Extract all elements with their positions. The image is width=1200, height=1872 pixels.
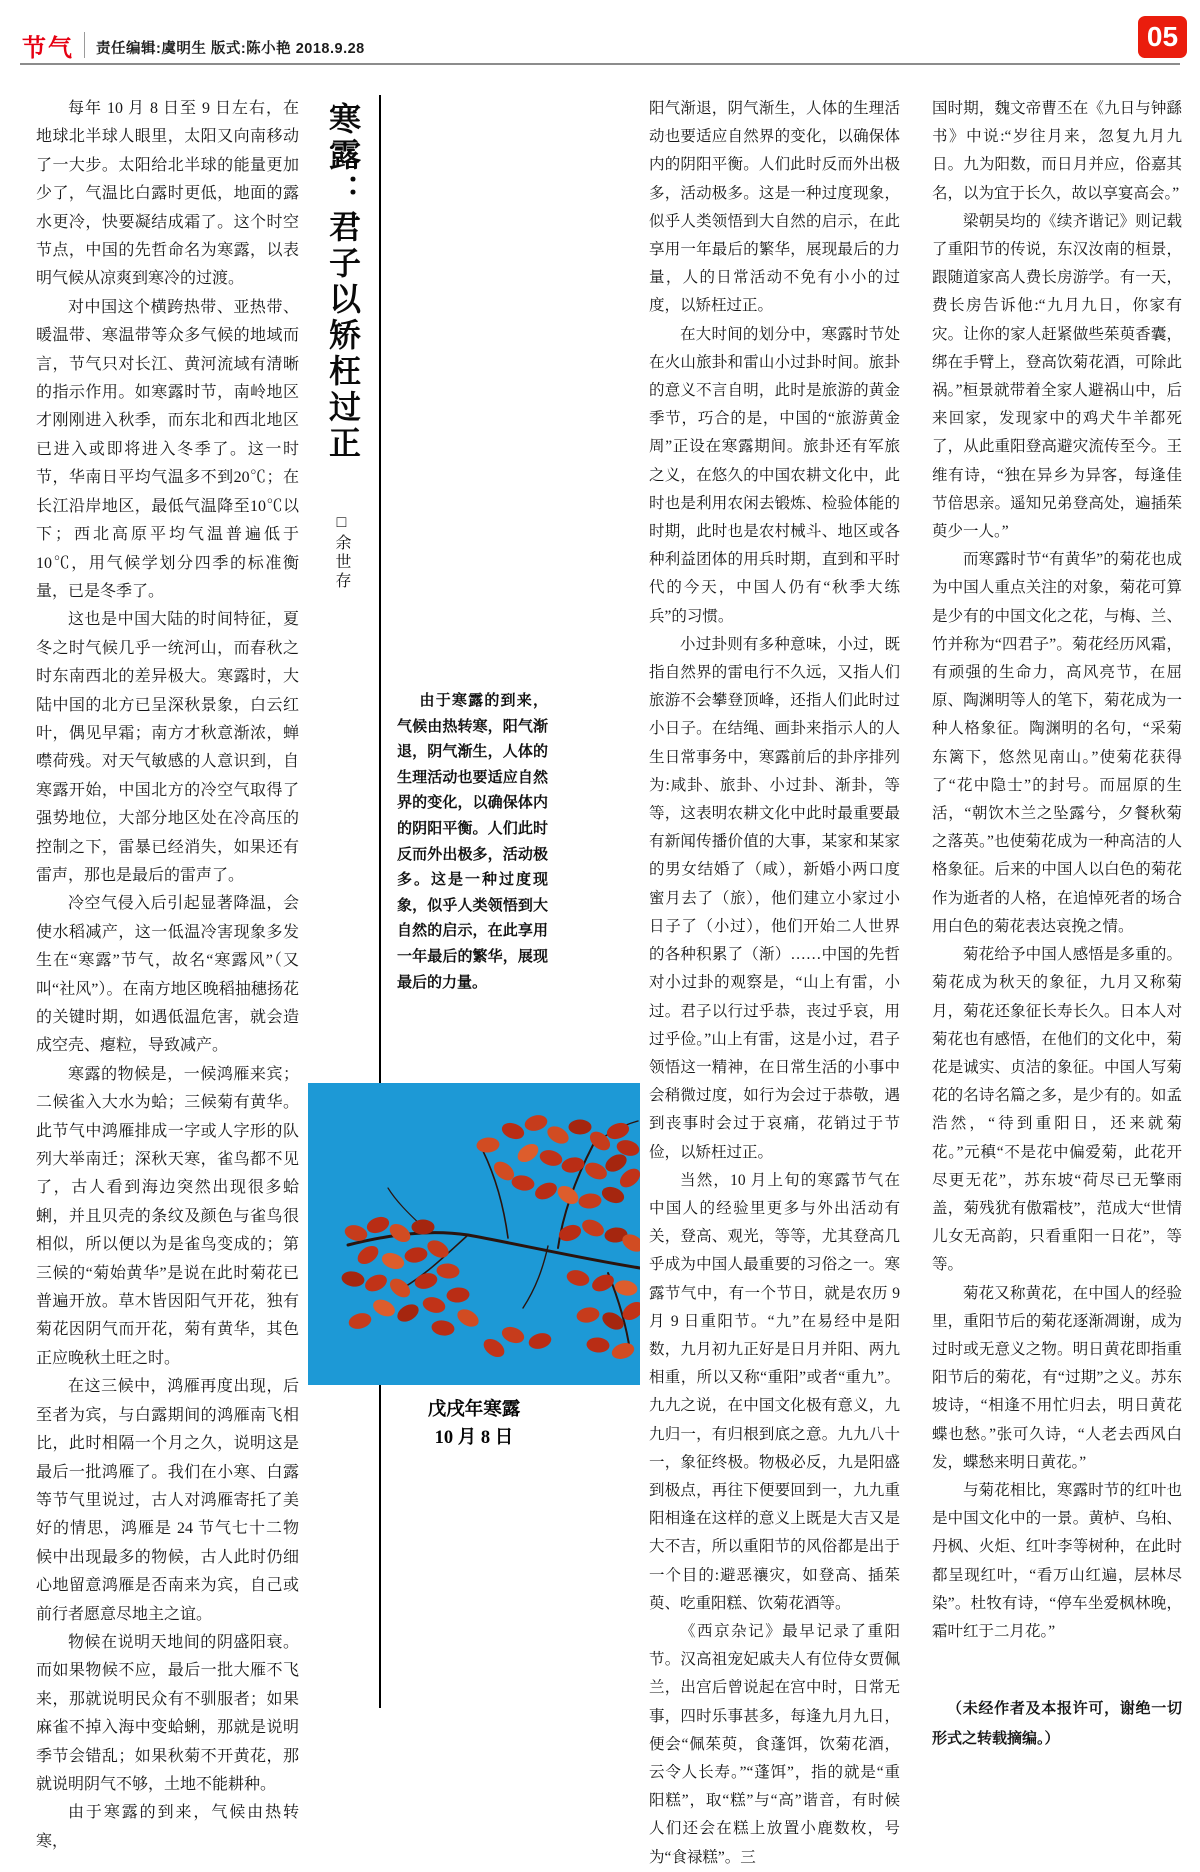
paragraph: 在大时间的划分中，寒露时节处在火山旅卦和雷山小过卦时间。旅卦的意义不言自明，此时是旅游的黄金季节，巧合的是，中国的“旅游黄金周”正设在寒露期间。旅卦还有军旅之义，在悠久的中国农耕文化中，此时也是利用农闲去锻炼、检验体能的时期，此时也是农村械斗、地区或各种利益团体的用兵时期，直到和平时代的今天，中国人仍有“秋季大练兵”的习惯。 [649,325,900,625]
photo-red-leaves [308,1083,640,1385]
section-title: 节气 [22,35,74,62]
paragraph: 在这三候中，鸿雁再度出现，后至者为宾，与白露期间的鸿雁南飞相比，此时相隔一个月之久，说明这是最后一批鸿雁了。我们在小寒、白露等节气里说过，古人对鸿雁寄托了美好的情思，鸿雁是 24 节气七十二物候中出现最多的物候，古人此时仍细心地留意鸿雁是否南来为宾，自己或前行者愿意尽地主之谊。 [36,1378,299,1623]
page-number-badge: 05 [1138,16,1187,58]
photo-caption-line1: 戊戌年寒露 [427,1400,521,1420]
paragraph: 《西京杂记》最早记录了重阳节。汉高祖宠妃戚夫人有位侍女贾佩兰，出宫后曾说起在宫中时，日常无事，四时乐事甚多，每逢九月九日，便会“佩茱萸，食蓬饵，饮菊花酒，云令人长寿。”“蓬饵”，指的就是“重阳糕”，取“糕”与“高”谐音，有时候人们还会在糕上放置小鹿数枚，号为“食禄糕”。三 [649,1622,900,1866]
paragraph: 小过卦则有多种意味，小过，既指自然界的雷电行不久远，又指人们旅游不会攀登顶峰，还指人们此时过小日子。在结绳、画卦来指示人的人生日常事务中，寒露前后的卦序排列为:咸卦、旅卦、小过卦、渐卦，等等，这表明农耕文化中此时最重要最有新闻传播价值的大事，某家和某家的男女结婚了（咸），新婚小两口度蜜月去了（旅），他们建立小家过小日子了（小过），他们开始二人世界的各种积累了（渐）……中国的先哲对小过卦的观察是，“山上有雷，小过。君子以行过乎恭，丧过乎哀，用过乎俭。”山上有雷，这是小过，君子领悟这一精神，在日常生活的小事中会稍微过度，如行为会过于恭敬，遇到丧事时会过于哀痛，花销过于节俭，以矫枉过正。 [649,635,900,1161]
paragraph: 当然，10 月上旬的寒露节气在中国人的经验里更多与外出活动有关，登高、观光，等等，尤其登高几乎成为中国人最重要的习俗之一。寒露节气中，有一个节日，就是农历 9 月 9 日重阳节。“九”在易经中是阳数，九月初九正好是日月并阳、两九相重，所以又称“重阳”或者“重九”。九九之说，在中国文化极有意义，九九归一，有归根到底之意。九九八十一，象征终极。物极必反，九是阳盛到极点，再往下便要回到一，九九重阳相逢在这样的意义上既是大吉又是大不吉，所以重阳节的风俗都是出于一个目的:避恶禳灾，如登高、插茱萸、吃重阳糕、饮菊花酒等。 [649,1171,900,1612]
paragraph: 对中国这个横跨热带、亚热带、暖温带、寒温带等众多气候的地域而言，节气只对长江、黄河流域有清晰的指示作用。如寒露时节，南岭地区才刚刚进入秋季，而东北和西北地区已进入或即将进入冬季了。这一时节，华南日平均气温多不到20℃；在长江沿岸地区，最低气温降至10℃以下；西北高原平均气温普遍低于10℃，用气候学划分四季的标准衡量，已是冬季了。 [36,298,299,600]
photo-caption [318,1396,630,1452]
paragraph: （未经作者及本报许可，谢绝一切形式之转载摘编。） [932,1700,1182,1748]
vertical-divider-rule [379,95,381,1708]
paragraph: 国时期，魏文帝曹丕在《九日与钟繇书》中说:“岁往月来，忽复九月九日。九为阳数，而日月并应，俗嘉其名，以为宜于长久，故以享宴高会。” [932,100,1182,202]
paragraph: 每年 10 月 8 日至 9 日左右，在地球北半球人眼里，太阳又向南移动了一大步。太阳给北半球的能量更加少了，气温比白露时更低，地面的露水更冷，快要凝结成霜了。这个时空节点，中国的先哲命名为寒露，以表明气候从凉爽到寒冷的过渡。 [36,100,299,288]
paragraph: 物候在说明天地间的阴盛阳衰。而如果物候不应，最后一批大雁不飞来，那就说明民众有不驯服者；如果麻雀不掉入海中变蛤蜊，那就是说明季节会错乱；如果秋菊不开黄花，那就说明阴气不够，土地不能耕种。 [36,1633,299,1793]
paragraph: 冷空气侵入后引起显著降温，会使水稻减产，这一低温冷害现象多发生在“寒露”节气，故名“寒露风”（又叫“社风”）。在南方地区晚稻抽穗扬花的关键时期，如遇低温危害，就会造成空壳、瘪粒，导致减产。 [36,895,299,1055]
paragraph: 梁朝吴均的《续齐谐记》则记载了重阳节的传说，东汉汝南的桓景，跟随道家高人费长房游学。有一天，费长房告诉他:“九月九日，你家有灾。让你的家人赶紧做些茱萸香囊，绑在手臂上，登高饮菊花酒，可除此祸。”桓景就带着全家人避祸山中，后来回家，发现家中的鸡犬牛羊都死了，从此重阳登高避灾流传至今。王维有诗，“独在异乡为异客，每逢佳节倍思亲。遥知兄弟登高处，遍插茱萸少一人。” [932,212,1182,541]
article-column-3 [649,95,900,1872]
paragraph: 由于寒露的到来，气候由热转寒， [36,1804,299,1850]
paragraph: 寒露的物候是，一候鸿雁来宾；二候雀入大水为蛤；三候菊有黄华。此节气中鸿雁排成一字或人字形的队列大举南迁；深秋天寒，雀鸟都不见了，古人看到海边突然出现很多蛤蜊，并且贝壳的条纹及颜色与雀鸟很相似，所以便以为是雀鸟变成的；第三候的“菊始黄华”是说在此时菊花已普遍开放。草木皆因阳气开花，独有菊花因阴气而开花，菊有黄华，其色正应晚秋土旺之时。 [36,1065,299,1367]
header-rule [20,63,1180,65]
paragraph: 菊花给予中国人感悟是多重的。菊花成为秋天的象征，九月又称菊月，菊花还象征长寿长久。日本人对菊花也有感悟，在他们的文化中，菊花是诚实、贞洁的象征。中国人写菊花的名诗名篇之多，是少有的。如孟浩然，“待到重阳日，还来就菊花。”元稹“不是花中偏爱菊，此花开尽更无花”，苏东坡“荷尽已无擎雨盖，菊残犹有傲霜枝”，范成大“世情儿女无高韵，只看重阳一日花”，等等。 [932,946,1182,1274]
paragraph: 而寒露时节“有黄华”的菊花也成为中国人重点关注的对象，菊花可算是少有的中国文化之花，与梅、兰、竹并称为“四君子”。菊花经历风霜，有顽强的生命力，高风亮节，在屈原、陶渊明等人的笔下，菊花成为一种人格象征。陶渊明的名句，“采菊东篱下，悠然见南山。”使菊花获得了“花中隐士”的封号。而屈原的生活，“朝饮木兰之坠露兮，夕餐秋菊之落英。”也使菊花成为一种高洁的人格象征。后来的中国人以白色的菊花作为逝者的人格，在追悼死者的场合用白色的菊花表达哀挽之情。 [932,551,1182,935]
article-column-1 [36,95,299,1856]
photo-caption-line2: 10 月 8 日 [434,1428,514,1448]
article-title: 寒露：君子以矫枉过正 [325,102,361,462]
pull-quote: 由于寒露的到来，气候由热转寒，阳气渐退，阴气渐生，人体的生理活动也要适应自然界的变化，以确保体内的阴阳平衡。人们此时反而外出极多，活动极多。这是一种过度现象，似乎人类领悟到大自然的启示，在此享用一年最后的繁华，展现最后的力量。 [397,692,548,991]
editor-credits: 责任编辑:虞明生 版式:陈小艳 2018.9.28 [96,41,365,57]
red-leaves-blue-sky-illustration [308,1083,640,1385]
paragraph: 阳气渐退，阴气渐生，人体的生理活动也要适应自然界的变化，以确保体内的阴阳平衡。人们此时反而外出极多，活动极多。这是一种过度现象，似乎人类领悟到大自然的启示，在此享用一年最后的繁华，展现最后的力量，人的日常活动不免有小小的过度，以矫枉过正。 [649,100,900,315]
article-author: □余世存 [333,514,350,591]
paragraph: 与菊花相比，寒露时节的红叶也是中国文化中的一景。黄栌、乌桕、丹枫、火炬、红叶李等树种，在此时都呈现红叶，“看万山红遍，层林尽染”。杜牧有诗，“停车坐爱枫林晚，霜叶红于二月花。” [932,1481,1182,1640]
paragraph: 这也是中国大陆的时间特征，夏冬之时气候几乎一统河山，而春秋之时东南西北的差异极大。寒露时，大陆中国的北方已呈深秋景象，白云红叶，偶见早霜；南方才秋意渐浓，蝉噤荷残。对天气敏感的人意识到，自寒露开始，中国北方的冷空气取得了强势地位，大部分地区处在冷高压的控制之下，雷暴已经消失，如果还有雷声，那也是最后的雷声了。 [36,611,299,884]
article-column-4 [932,95,1182,1754]
paragraph: 菊花又称黄花，在中国人的经验里，重阳节后的菊花逐渐凋谢，成为过时或无意义之物。明日黄花即指重阳节后的菊花，有“过期”之义。苏东坡诗，“相逢不用忙归去，明日黄花蝶也愁。”张可久诗，“人老去西风白发，蝶愁来明日黄花。” [932,1284,1182,1471]
header-divider [84,32,85,58]
